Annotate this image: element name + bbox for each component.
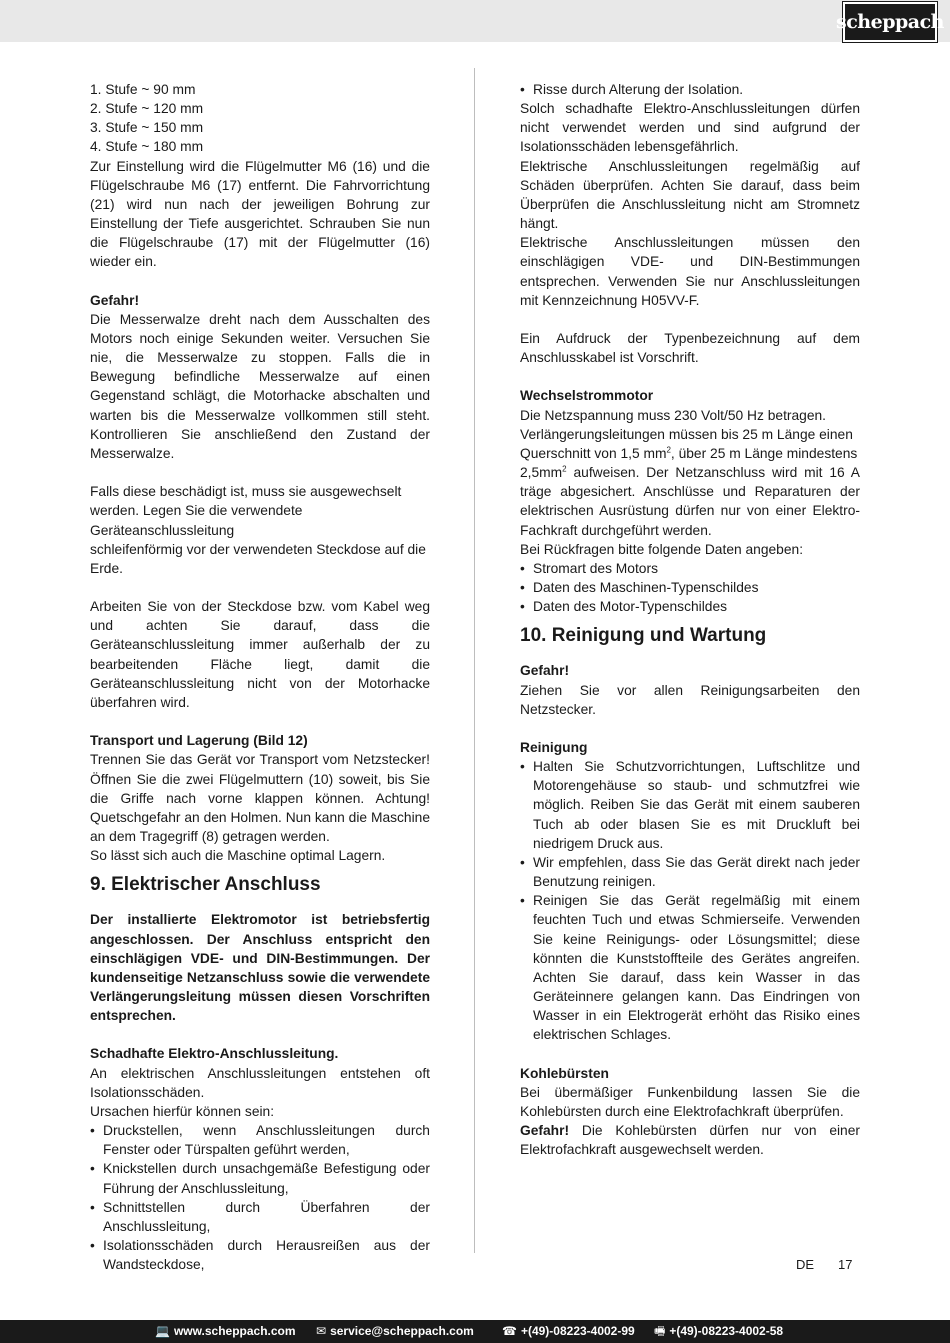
ac-motor-heading: Wechselstrommotor [520, 388, 654, 404]
ac-cross-section: Querschnitt von 1,5 $mm^2$, über 25 m Länge mindestens [520, 445, 858, 461]
left-column [90, 80, 430, 1274]
list-item: • Knickstellen durch unsachgemäße Befestigung oder Führung der Anschlussleitung, [90, 1159, 430, 1197]
causes-list-continued [520, 80, 860, 99]
danger-heading: Gefahr! [90, 292, 140, 308]
footer-email[interactable]: ✉ service@scheppach.com [316, 1320, 474, 1343]
defective-paragraph: An elektrischen Anschlussleitungen entstehen oft Isolationsschäden. [90, 1065, 430, 1100]
step-4: 4. Stufe ~ 180 mm [90, 139, 204, 155]
section-10-title: 10. Reinigung und Wartung [520, 625, 767, 647]
adjust-paragraph: Zur Einstellung wird die Flügelmutter M6 (16) und die Flügelschraube M6 (17) entfernt. Die Fahrvorrichtung (21) wird nun nach der jeweiligen Bohrung zur Einstellung der Tiefe ausgerichtet. Schrauben Sie nun die Flügelschraube (17) mit der Flügelmutter (16) wieder ein. [90, 158, 430, 270]
column-divider [474, 68, 475, 1253]
causes-list [90, 1121, 430, 1274]
transport-paragraph-2: So lässt sich auch die Maschine optimal Lagern. [90, 848, 386, 864]
inquiry-list [520, 559, 860, 616]
damaged-paragraph-1: Falls diese beschädigt ist, muss sie ausgewechselt werden. Legen Sie die verwendete Geräteanschlussleitung [90, 484, 402, 538]
damaged-paragraph-2: schleifenförmig vor der verwendeten Steckdose auf die Erde. [90, 541, 426, 576]
ac-fuse-paragraph: $2,5mm^2$ aufweisen. Der Netzanschluss wird mit 16 A träge abgesichert. Anschlüsse und Reparaturen der elektrischen Ausrüstung dürfen nur von einer Elektro-Fachkraft durchgeführt werden. [520, 464, 860, 538]
brushes-danger: Gefahr! Die Kohlebürsten dürfen nur von einer Elektrofachkraft ausgewechselt werden. [520, 1123, 860, 1158]
transport-heading: Transport und Lagerung (Bild 12) [90, 733, 308, 749]
defective-heading: Schadhafte Elektro-Anschlussleitung. [90, 1046, 339, 1062]
work-paragraph: Arbeiten Sie von der Steckdose bzw. vom Kabel weg und achten Sie darauf, dass die Geräteanschlussleitung immer außerhalb der zu bearbeitenden Fläche liegt, damit die Geräteanschlussleitung nicht von der Motorhacke überfahren wird. [90, 599, 430, 710]
footer-phone: ☎ +(49)-08223-4002-99 [502, 1320, 635, 1343]
danger-heading-2: Gefahr! [520, 663, 570, 679]
footer-fax: 🖷 +(49)-08223-4002-58 [654, 1320, 783, 1343]
ac-extension-text: Verlängerungsleitungen müssen bis 25 m Länge einen [520, 426, 853, 442]
cleaning-list [520, 757, 860, 1044]
page-number: 17 [838, 1257, 853, 1272]
section-9-intro: Der installierte Elektromotor ist betriebsfertig angeschlossen. Der Anschluss entspricht den einschlägigen VDE- und DIN-Bestimmungen. Der kundenseitige Netzanschluss sowie die verwendete Verlängerungsleitung müssen diesen Vorschriften entsprechen. [90, 912, 430, 1024]
fax-icon: 🖷 [654, 1324, 666, 1338]
header-bar [0, 0, 950, 42]
scheppach-logo: scheppach [843, 2, 937, 42]
danger-paragraph-2: Ziehen Sie vor allen Reinigungsarbeiten den Netzstecker. [520, 682, 860, 717]
mail-icon: ✉ [316, 1324, 327, 1338]
list-item: • Reinigen Sie das Gerät regelmäßig mit einem feuchten Tuch und etwas Schmierseife. Verwenden Sie keine Reinigungs- oder Lösungsmittel; diese könnten die Kunststoffteile des Gerätes angreifen. Achten Sie darauf, dass kein Wasser in das Geräteinnere gelangen kann. Das Eindringen von Wasser in ein Elektrogerät erhöht das Risiko eines elektrischen Schlages. [520, 891, 860, 1044]
brushes-heading: Kohlebürsten [520, 1065, 609, 1081]
footer-bar [0, 1320, 950, 1343]
list-item: • Isolationsschäden durch Herausreißen aus der Wandsteckdose, [90, 1236, 430, 1274]
list-item: • Risse durch Alterung der Isolation. [520, 80, 860, 99]
causes-label: Ursachen hierfür können sein: [90, 1103, 275, 1119]
list-item: • Wir empfehlen, dass Sie das Gerät direkt nach jeder Benutzung reinigen. [520, 853, 860, 891]
phone-icon: ☎ [502, 1324, 517, 1338]
list-item: • Halten Sie Schutzvorrichtungen, Luftschlitze und Motorengehäuse so staub- und schmutzfrei wie möglich. Reiben Sie das Gerät mit einem sauberen Tuch ab oder blasen Sie es mit Druckluft bei niedrigem Druck aus. [520, 757, 860, 853]
cleaning-heading: Reinigung [520, 739, 588, 755]
step-2: 2. Stufe ~ 120 mm [90, 101, 204, 117]
ac-inquiry-label: Bei Rückfragen bitte folgende Daten angeben: [520, 541, 804, 557]
danger-paragraph: Die Messerwalze dreht nach dem Ausschalten des Motors noch einige Sekunden weiter. Versuchen Sie nie, die Messerwalze zu stoppen. Falls die in Bewegung befindliche Messerwalze auf einen Gegenstand schlägt, die Motorhacke abschalten und warten bis die Messerwalze vollkommen still steht. Kontrollieren Sie anschließend den Zustand der Messerwalze. [90, 311, 430, 461]
language-code: DE [796, 1257, 815, 1272]
list-item: • Stromart des Motors [520, 559, 860, 578]
right-column [520, 80, 860, 1159]
brushes-paragraph: Bei übermäßiger Funkenbildung lassen Sie die Kohlebürsten durch eine Elektrofachkraft überprüfen. [520, 1084, 860, 1119]
ac-voltage: Die Netzspannung muss 230 Volt/50 Hz betragen. [520, 407, 827, 423]
transport-paragraph: Trennen Sie das Gerät vor Transport vom Netzstecker! Öffnen Sie die zwei Flügelmuttern (10) soweit, bis Sie die Griffe nach vorne klappen können. Achtung! Quetschgefahr an den Holmen. Nun kann die Maschine an dem Tragegriff (8) getragen werden. [90, 752, 430, 845]
section-9-title: 9. Elektrischer Anschluss [90, 874, 321, 896]
step-3: 3. Stufe ~ 150 mm [90, 120, 204, 136]
step-1: 1. Stufe ~ 90 mm [90, 82, 196, 97]
list-item: • Daten des Motor-Typenschildes [520, 597, 860, 616]
standards-paragraph: Elektrische Anschlussleitungen müssen den einschlägigen VDE- und DIN-Bestimmungen entsprechen. Verwenden Sie nur Anschlussleitungen mit Kennzeichnung H05VV-F. [520, 235, 860, 308]
list-item: • Schnittstellen durch Überfahren der Anschlussleitung, [90, 1198, 430, 1236]
list-item: • Druckstellen, wenn Anschlussleitungen durch Fenster oder Türspalten geführt werden, [90, 1121, 430, 1159]
defective-warning: Solch schadhafte Elektro-Anschlussleitungen dürfen nicht verwendet werden und sind aufgrund der Isolationsschäden lebensgefährlich. [520, 101, 860, 155]
footer-web[interactable]: 💻 www.scheppach.com [155, 1320, 296, 1343]
inspection-paragraph: Elektrische Anschlussleitungen regelmäßig auf Schäden überprüfen. Achten Sie darauf, dass beim Überprüfen die Anschlussleitung nicht am Stromnetz hängt. [520, 158, 860, 232]
list-item: • Daten des Maschinen-Typenschildes [520, 578, 860, 597]
computer-icon: 💻 [155, 1324, 170, 1338]
type-print-paragraph: Ein Aufdruck der Typenbezeichnung auf dem Anschlusskabel ist Vorschrift. [520, 331, 860, 366]
